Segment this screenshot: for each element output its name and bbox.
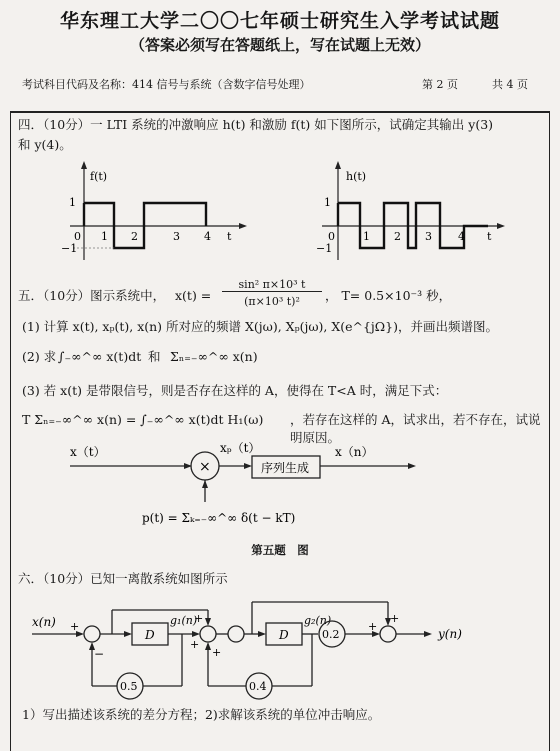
q5-eq-lhs: T Σₙ₌₋∞^∞ x(n) = ∫₋∞^∞ x(t)dt H₁(ω) <box>22 412 264 427</box>
q6-diagram <box>22 590 542 700</box>
q5-mid-arrow <box>244 463 252 469</box>
page-total: 共 4 页 <box>492 78 528 91</box>
q5-item2-sum: Σₙ₌₋∞^∞ x(n) <box>170 349 258 364</box>
q6-d1-label: D <box>145 628 155 642</box>
f-tick-2: 2 <box>131 230 138 243</box>
q4-text-line2: 和 y(4)。 <box>18 137 72 152</box>
q5-block-label: 序列生成 <box>261 461 310 475</box>
q6-ff1-arrow <box>205 618 211 626</box>
q5-caption: 第五题 图 <box>251 543 309 557</box>
h-tick-4: 4 <box>458 230 465 243</box>
q6-so-plus-top: + <box>390 612 400 625</box>
h-y-arrow <box>335 161 341 169</box>
f-minus-one: −1 <box>61 242 78 255</box>
f-one: 1 <box>69 196 76 209</box>
q6-s1-plus: + <box>70 620 80 633</box>
q6-s1-arrow <box>124 631 132 637</box>
exam-title: 华东理工大学二〇〇七年硕士研究生入学考试试题 <box>59 10 500 32</box>
q4-text-line1: 四．（10分）一 LTI 系统的冲激响应 h(t) 和激励 f(t) 如下图所示，试确定其输出 y(3) <box>18 117 494 132</box>
q5-x-out: x（n） <box>335 445 374 459</box>
q5-item2-int: ∫₋∞^∞ x(t)dt <box>58 349 142 364</box>
q6-s2-plus-top: + <box>194 612 204 625</box>
h-minus-one: −1 <box>316 242 333 255</box>
h-tick-1: 1 <box>363 230 370 243</box>
q5-eq-rhs: ，若存在这样的 A，试求出，若不存在，试说明原因。 <box>290 412 541 445</box>
f-t-label: t <box>227 230 232 243</box>
q5-item2-and: 和 <box>148 349 161 364</box>
h-t-label: t <box>487 230 492 243</box>
q5-pulse-label: p(t) = Σₖ₌₋∞^∞ δ(t − kT) <box>142 511 296 525</box>
q6-g2-label: g₂(n) <box>304 614 332 627</box>
h-tick-2: 2 <box>394 230 401 243</box>
q6-d2-label: D <box>279 628 289 642</box>
q6-gain-04-label: 0.4 <box>249 680 267 693</box>
h-tick-0: 0 <box>328 230 335 243</box>
q6-summer3 <box>228 626 244 642</box>
h-one: 1 <box>324 196 331 209</box>
q6-fb2-arrow <box>205 642 211 650</box>
q5-intro: 五．（10分）图示系统中， <box>18 288 166 303</box>
q5-mult-symbol: × <box>199 459 211 475</box>
q5-item1: (1) 计算 x(t), xₚ(t), x(n) 所对应的频谱 X(jω), Xₚ(jω), X(e^{jΩ})，并画出频谱图。 <box>22 319 499 334</box>
h-t-arrow <box>497 223 505 229</box>
f-y-arrow <box>81 161 87 169</box>
q6-summer-out <box>380 626 396 642</box>
page-number: 第 2 页 <box>422 78 458 91</box>
f-tick-1: 1 <box>101 230 108 243</box>
f-tick-3: 3 <box>173 230 180 243</box>
h-label: h(t) <box>346 170 367 183</box>
q5-output-arrow <box>408 463 416 469</box>
q6-s1-minus: − <box>94 647 105 661</box>
q6-g1-label: g₁(n) <box>170 614 198 627</box>
h-tick-3: 3 <box>425 230 432 243</box>
q6-s3-arrow <box>258 631 266 637</box>
q5-item3: (3) 若 x(t) 是带限信号，则是否存在这样的 A，使得在 T<A 时，满足下式： <box>22 383 448 398</box>
exam-subject: 考试科目代码及名称：414 信号与系统（含数字信号处理） <box>22 78 311 91</box>
q6-question: 1）写出描述该系统的差分方程；2)求解该系统的单位冲击响应。 <box>22 707 381 722</box>
q6-fb1-arrow <box>89 642 95 650</box>
q5-xp-label: xₚ（t） <box>220 441 261 455</box>
q6-so-plus-left: + <box>368 620 378 633</box>
q6-s2-plus-bottom: + <box>212 646 222 659</box>
q5-diagram <box>60 438 520 548</box>
q6-out-arrow <box>424 631 432 637</box>
q5-pulse-arrow <box>202 480 208 488</box>
q6-gain-05-label: 0.5 <box>120 680 138 693</box>
q6-summer1 <box>84 626 100 642</box>
q6-intro: 六．（10分）已知一离散系统如图所示 <box>18 571 228 586</box>
f-label: f(t) <box>90 170 108 183</box>
q6-d1-arrow <box>192 631 200 637</box>
h-plot <box>312 158 512 270</box>
q5-x-def-num: sin² π×10³ t <box>222 278 322 292</box>
q5-x-def-den: (π×10³ t)² <box>244 295 300 308</box>
f-tick-0: 0 <box>74 230 81 243</box>
q6-summer2 <box>200 626 216 642</box>
f-tick-4: 4 <box>204 230 211 243</box>
q5-T-def: ， T= 0.5×10⁻³ 秒， <box>325 288 452 303</box>
q5-x-def-lhs: x(t) = <box>175 288 212 303</box>
f-t-arrow <box>239 223 247 229</box>
q5-x-in: x（t） <box>70 445 106 459</box>
q5-item2-a: (2) 求 <box>22 349 57 364</box>
f-plot <box>55 158 255 270</box>
q6-s2-plus-left: + <box>190 638 200 651</box>
exam-subtitle: （答案必须写在答题纸上，写在试题上无效） <box>129 36 430 54</box>
q6-yout: y(n) <box>438 627 462 641</box>
q6-xin: x(n) <box>32 615 56 629</box>
q6-gain-02-label: 0.2 <box>322 628 340 641</box>
